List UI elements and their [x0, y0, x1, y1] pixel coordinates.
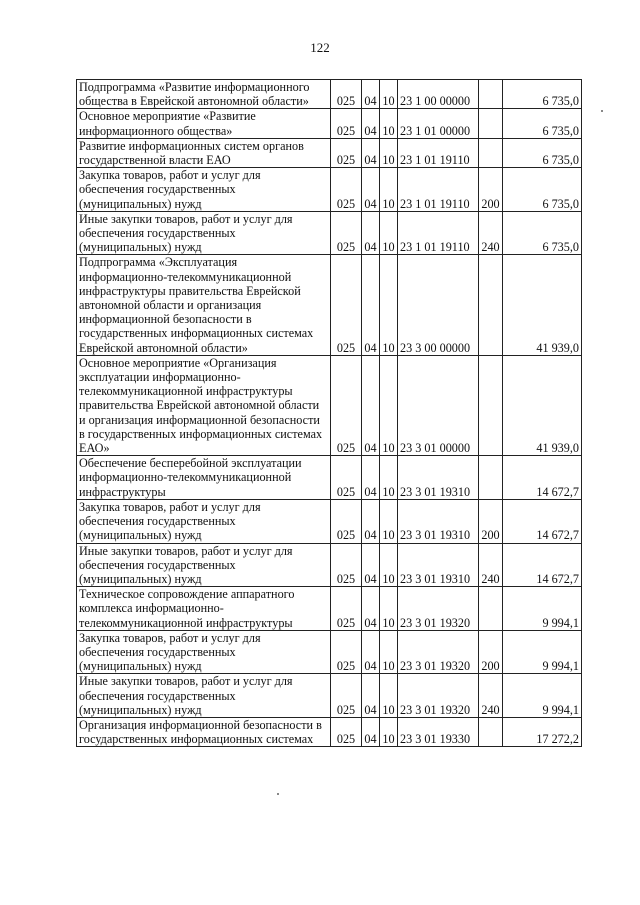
- row-name: Организация информационной безопасности в государственных информационных системах: [77, 717, 331, 746]
- row-target-article-code: 23 1 01 00000: [398, 109, 479, 138]
- table-row: [77, 211, 582, 255]
- row-ved-code: 025: [331, 543, 362, 587]
- row-expense-type-code: [479, 456, 503, 500]
- row-target-article-code: 23 1 01 19110: [398, 138, 479, 167]
- row-section-code: 04: [362, 211, 380, 255]
- row-subsection-code: 10: [380, 138, 398, 167]
- row-name: Основное мероприятие «Организация эксплуатации информационно-телекоммуникационной инфраструктуры правительства Еврейской автономной области и организация информационной безопасности в государственных информационных системах ЕАО»: [77, 355, 331, 455]
- row-ved-code: 025: [331, 456, 362, 500]
- row-subsection-code: 10: [380, 630, 398, 674]
- table-row: [77, 255, 582, 355]
- row-name: Подпрограмма «Эксплуатация информационно-телекоммуникационной инфраструктуры правительства Еврейской автономной области и организация информационной безопасности в государственных информационных системах Еврейской автономной области»: [77, 255, 331, 355]
- row-section-code: 04: [362, 138, 380, 167]
- row-section-code: 04: [362, 255, 380, 355]
- row-target-article-code: 23 3 01 19320: [398, 674, 479, 718]
- row-name: Техническое сопровождение аппаратного комплекса информационно-телекоммуникационной инфраструктуры: [77, 587, 331, 631]
- row-name: Иные закупки товаров, работ и услуг для обеспечения государственных (муниципальных) нужд: [77, 543, 331, 587]
- scan-mark: [277, 793, 279, 795]
- row-section-code: 04: [362, 499, 380, 543]
- row-target-article-code: 23 3 01 19320: [398, 587, 479, 631]
- row-section-code: 04: [362, 355, 380, 455]
- row-ved-code: 025: [331, 211, 362, 255]
- row-ved-code: 025: [331, 109, 362, 138]
- row-section-code: 04: [362, 168, 380, 212]
- table-row: [77, 674, 582, 718]
- table-row: [77, 630, 582, 674]
- row-amount: 6 735,0: [503, 211, 582, 255]
- row-amount: 14 672,7: [503, 499, 582, 543]
- row-amount: 6 735,0: [503, 168, 582, 212]
- budget-table: [76, 79, 582, 747]
- row-expense-type-code: 200: [479, 499, 503, 543]
- row-name: Основное мероприятие «Развитие информационного общества»: [77, 109, 331, 138]
- row-amount: 9 994,1: [503, 630, 582, 674]
- row-target-article-code: 23 3 01 19310: [398, 456, 479, 500]
- row-expense-type-code: [479, 587, 503, 631]
- row-name: Иные закупки товаров, работ и услуг для обеспечения государственных (муниципальных) нужд: [77, 211, 331, 255]
- table-row: [77, 499, 582, 543]
- table-row: [77, 355, 582, 455]
- row-amount: 17 272,2: [503, 717, 582, 746]
- row-ved-code: 025: [331, 630, 362, 674]
- row-subsection-code: 10: [380, 355, 398, 455]
- row-subsection-code: 10: [380, 211, 398, 255]
- row-subsection-code: 10: [380, 168, 398, 212]
- row-expense-type-code: [479, 355, 503, 455]
- row-subsection-code: 10: [380, 717, 398, 746]
- table-row: [77, 138, 582, 167]
- row-section-code: 04: [362, 80, 380, 109]
- budget-table-body: [77, 80, 582, 747]
- row-subsection-code: 10: [380, 543, 398, 587]
- row-expense-type-code: 240: [479, 211, 503, 255]
- row-ved-code: 025: [331, 674, 362, 718]
- table-row: [77, 80, 582, 109]
- row-ved-code: 025: [331, 717, 362, 746]
- row-expense-type-code: [479, 717, 503, 746]
- table-row: [77, 168, 582, 212]
- row-target-article-code: 23 3 00 00000: [398, 255, 479, 355]
- row-ved-code: 025: [331, 355, 362, 455]
- row-subsection-code: 10: [380, 109, 398, 138]
- row-name: Подпрограмма «Развитие информационного общества в Еврейской автономной области»: [77, 80, 331, 109]
- row-amount: 9 994,1: [503, 674, 582, 718]
- row-subsection-code: 10: [380, 456, 398, 500]
- row-target-article-code: 23 3 01 19310: [398, 499, 479, 543]
- row-amount: 14 672,7: [503, 543, 582, 587]
- page-number: 122: [310, 40, 330, 55]
- row-expense-type-code: 200: [479, 168, 503, 212]
- row-ved-code: 025: [331, 138, 362, 167]
- row-ved-code: 025: [331, 587, 362, 631]
- row-section-code: 04: [362, 717, 380, 746]
- row-subsection-code: 10: [380, 587, 398, 631]
- row-section-code: 04: [362, 587, 380, 631]
- table-row: [77, 109, 582, 138]
- row-target-article-code: 23 3 01 19330: [398, 717, 479, 746]
- row-amount: 14 672,7: [503, 456, 582, 500]
- row-target-article-code: 23 1 00 00000: [398, 80, 479, 109]
- row-amount: 6 735,0: [503, 109, 582, 138]
- row-amount: 6 735,0: [503, 80, 582, 109]
- row-section-code: 04: [362, 630, 380, 674]
- row-expense-type-code: 240: [479, 543, 503, 587]
- row-section-code: 04: [362, 674, 380, 718]
- row-target-article-code: 23 3 01 00000: [398, 355, 479, 455]
- row-subsection-code: 10: [380, 674, 398, 718]
- row-name: Развитие информационных систем органов государственной власти ЕАО: [77, 138, 331, 167]
- row-expense-type-code: [479, 138, 503, 167]
- row-target-article-code: 23 3 01 19320: [398, 630, 479, 674]
- row-name: Закупка товаров, работ и услуг для обеспечения государственных (муниципальных) нужд: [77, 168, 331, 212]
- row-expense-type-code: [479, 255, 503, 355]
- row-amount: 6 735,0: [503, 138, 582, 167]
- table-row: [77, 456, 582, 500]
- row-amount: 9 994,1: [503, 587, 582, 631]
- row-section-code: 04: [362, 456, 380, 500]
- row-target-article-code: 23 1 01 19110: [398, 168, 479, 212]
- row-section-code: 04: [362, 109, 380, 138]
- row-ved-code: 025: [331, 80, 362, 109]
- row-subsection-code: 10: [380, 499, 398, 543]
- row-name: Иные закупки товаров, работ и услуг для обеспечения государственных (муниципальных) нужд: [77, 674, 331, 718]
- row-target-article-code: 23 1 01 19110: [398, 211, 479, 255]
- row-expense-type-code: 240: [479, 674, 503, 718]
- row-expense-type-code: [479, 109, 503, 138]
- row-section-code: 04: [362, 543, 380, 587]
- row-name: Закупка товаров, работ и услуг для обеспечения государственных (муниципальных) нужд: [77, 499, 331, 543]
- table-row: [77, 587, 582, 631]
- row-amount: 41 939,0: [503, 255, 582, 355]
- table-row: [77, 717, 582, 746]
- row-name: Обеспечение бесперебойной эксплуатации информационно-телекоммуникационной инфраструктуры: [77, 456, 331, 500]
- row-subsection-code: 10: [380, 255, 398, 355]
- table-row: [77, 543, 582, 587]
- row-name: Закупка товаров, работ и услуг для обеспечения государственных (муниципальных) нужд: [77, 630, 331, 674]
- scan-mark: [601, 110, 603, 112]
- row-ved-code: 025: [331, 168, 362, 212]
- row-expense-type-code: [479, 80, 503, 109]
- row-ved-code: 025: [331, 255, 362, 355]
- row-subsection-code: 10: [380, 80, 398, 109]
- row-target-article-code: 23 3 01 19310: [398, 543, 479, 587]
- row-amount: 41 939,0: [503, 355, 582, 455]
- row-expense-type-code: 200: [479, 630, 503, 674]
- row-ved-code: 025: [331, 499, 362, 543]
